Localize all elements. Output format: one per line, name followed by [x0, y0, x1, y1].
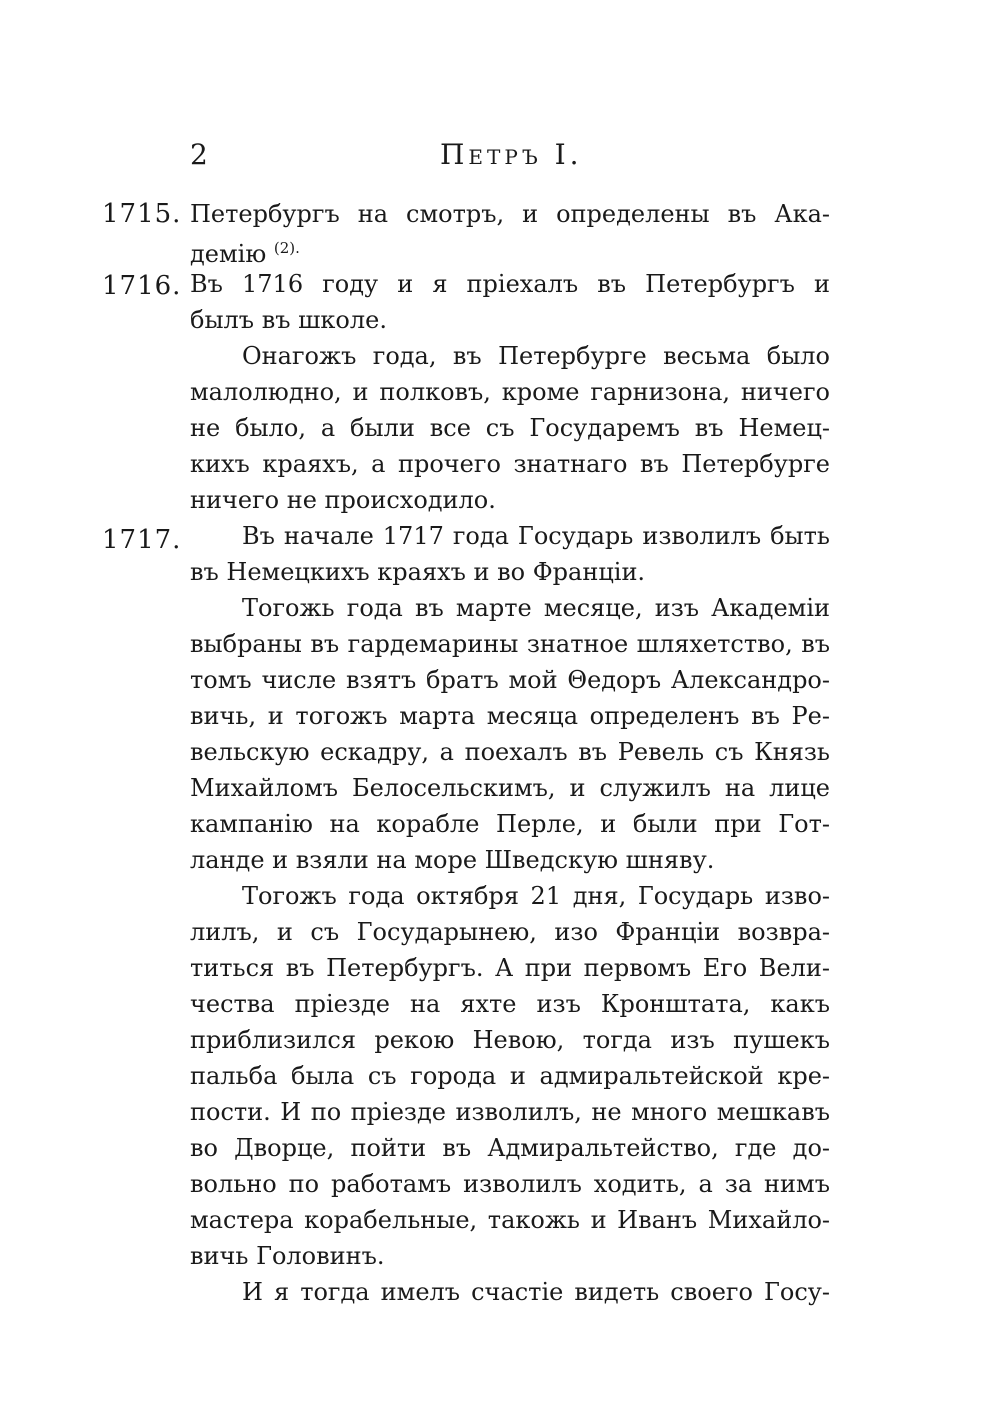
text-line: пальба была съ города и адмиральтейской кре- — [190, 1062, 830, 1090]
text-line: мастера корабельные, такожь и Иванъ Михайло- — [190, 1206, 830, 1234]
running-head: Петръ I. — [440, 138, 583, 171]
text-line: вельскую ескадру, а поехалъ въ Ревель съ Князь — [190, 738, 830, 766]
text-line: Михайломъ Белосельскимъ, и служилъ на лице — [190, 774, 830, 802]
text-line: пости. И по пріезде изволилъ, не много мешкавъ — [190, 1098, 830, 1126]
text-line: приблизился рекою Невою, тогда изъ пушекъ — [190, 1026, 830, 1054]
text-line: Тогожь года въ марте месяце, изъ Академіи — [242, 594, 830, 622]
text-line: былъ въ школе. — [190, 306, 387, 334]
text-line: малолюдно, и полковъ, кроме гарнизона, ничего — [190, 378, 830, 406]
text-line: выбраны въ гардемарины знатное шляхетство, въ — [190, 630, 830, 658]
year-marker-1717: 1717. — [102, 525, 182, 555]
text-line: Въ начале 1717 года Государь изволилъ быть — [242, 522, 830, 550]
text-line: во Дворце, пойти въ Адмиральтейство, где до- — [190, 1134, 830, 1162]
text-line: Въ 1716 году и я пріехалъ въ Петербургъ и — [190, 270, 830, 298]
text-line: ланде и взяли на море Шведскую шняву. — [190, 846, 715, 874]
text-line: И я тогда имелъ счастіе видеть своего Госу- — [242, 1278, 830, 1306]
text-line: вичь, и тогожъ марта месяца определенъ въ Ре- — [190, 702, 830, 730]
text-line: вольно по работамъ изволилъ ходить, а за нимъ — [190, 1170, 830, 1198]
year-marker-1716: 1716. — [102, 271, 182, 301]
text-line: Петербургъ на смотръ, и определены въ Ака- — [190, 200, 830, 228]
text-line: чества пріезде на яхте изъ Кронштата, какъ — [190, 990, 830, 1018]
text-line: вичь Головинъ. — [190, 1242, 385, 1270]
text-line: кихъ краяхъ, а прочего знатнаго въ Петербурге — [190, 450, 830, 478]
page-number: 2 — [190, 138, 208, 171]
text-line: томъ числе взятъ братъ мой Θедоръ Александро- — [190, 666, 830, 694]
text-line: не было, а были все съ Государемъ въ Немец- — [190, 414, 830, 442]
footnote-marker: (2). — [273, 239, 300, 257]
page-header — [190, 138, 830, 178]
text-line: Тогожъ года октября 21 дня, Государь изво- — [242, 882, 830, 910]
text-line: въ Немецкихъ краяхъ и во Франціи. — [190, 558, 646, 586]
text-line: демію — [190, 240, 267, 266]
text-line: титься въ Петербургъ. А при первомъ Его Вели- — [190, 954, 830, 982]
text-line: лилъ, и съ Государынею, изо Франціи возвра- — [190, 918, 830, 946]
text-line: Онагожъ года, въ Петербурге весьма было — [242, 342, 830, 370]
text-line: ничего не происходило. — [190, 486, 496, 514]
text-line: кампанію на корабле Перле, и были при Гот- — [190, 810, 830, 838]
text-line-with-footnote — [190, 230, 830, 266]
year-marker-1715: 1715. — [102, 199, 182, 229]
